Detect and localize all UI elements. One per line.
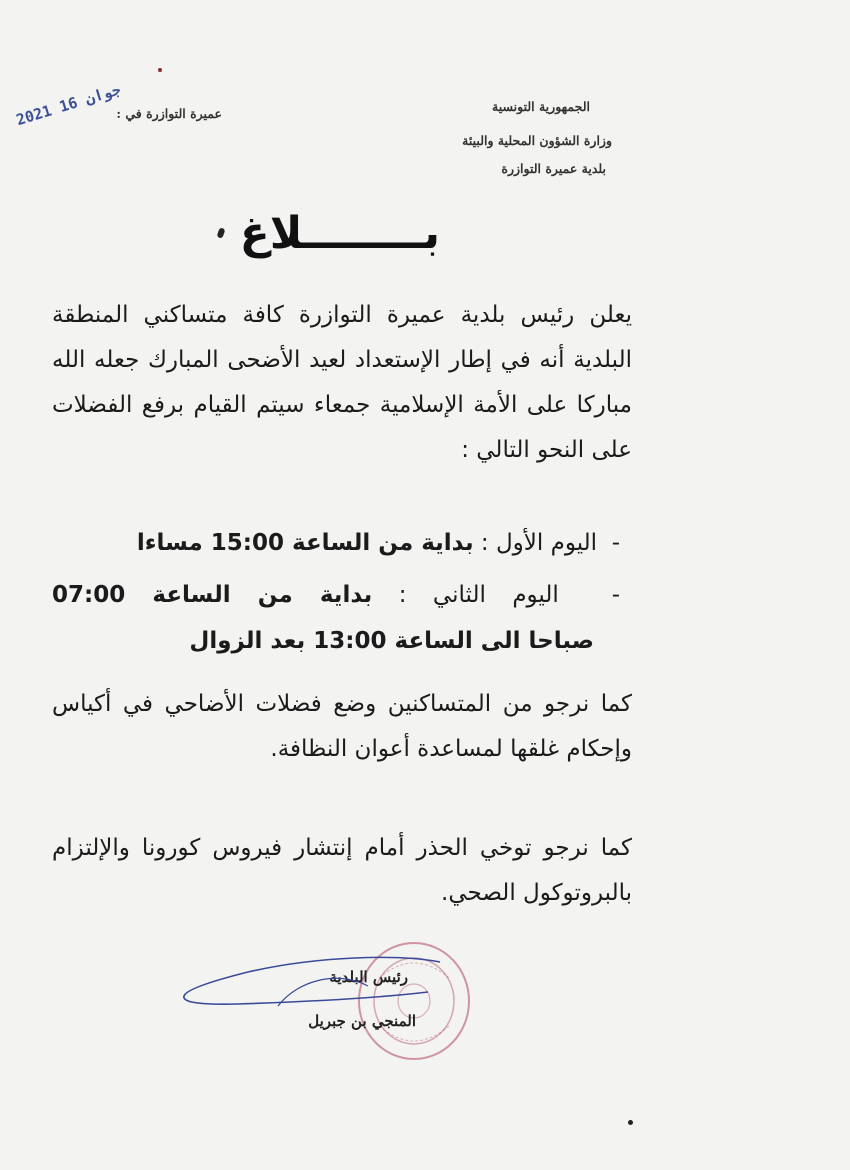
header-republic: الجمهورية التونسية xyxy=(492,99,590,114)
signature-title: رئيس البلدية xyxy=(329,968,408,986)
scan-speck xyxy=(628,1120,633,1125)
place-date-label: عميرة التوازرة في : xyxy=(116,106,222,121)
day2-time-line1: بداية من الساعة 07:00 xyxy=(52,582,373,608)
bullet-dash: - xyxy=(597,530,620,556)
schedule-day2 xyxy=(52,582,620,608)
day2-label: اليوم الثاني : xyxy=(398,582,559,608)
schedule-day1 xyxy=(100,530,620,556)
day1-time: بداية من الساعة 15:00 مساءا xyxy=(136,530,474,556)
bullet-dash: - xyxy=(558,582,621,608)
signatory-name: المنجي بن جبريل xyxy=(308,1012,416,1030)
schedule-day2-continued xyxy=(180,628,594,654)
day1-label: اليوم الأول : xyxy=(480,530,598,556)
scan-speck xyxy=(158,68,162,72)
paragraph-intro: يعلن رئيس بلدية عميرة التوازرة كافة متساكني المنطقة البلدية أنه في إطار الإستعداد لعيد الأضحى المبارك جعله الله مباركا على الأمة الإسلامية جمعاء سيتم القيام برفع الفضلات على النحو التالي : xyxy=(52,302,632,463)
paragraph-covid-request: كما نرجو توخي الحذر أمام إنتشار فيروس كورونا والإلتزام بالبروتوكول الصحي. xyxy=(52,835,632,906)
page-title: بــــــــلاغ xyxy=(239,208,440,259)
day2-time-line2: صباحا الى الساعة 13:00 بعد الزوال xyxy=(189,628,594,654)
ink-mark xyxy=(216,227,225,238)
header-ministry: وزارة الشؤون المحلية والبيئة xyxy=(462,133,612,148)
header-municipality: بلدية عميرة التوازرة xyxy=(501,161,606,176)
handwritten-signature-icon xyxy=(178,950,448,1020)
paragraph-bagging-request: كما نرجو من المتساكنين وضع فضلات الأضاحي في أكياس وإحكام غلقها لمساعدة أعوان النظافة. xyxy=(52,691,632,762)
received-date-stamp: 2021 جوان 16 xyxy=(14,80,123,130)
